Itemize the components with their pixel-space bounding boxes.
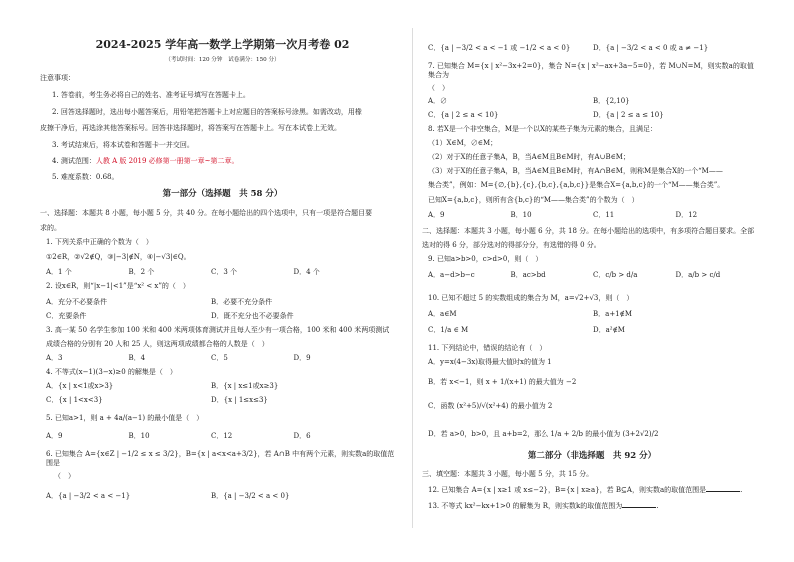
q3-stem-b: 成绩合格的分别有 20 人和 25 人，则这两项成绩都合格的人数是（ ） bbox=[46, 340, 269, 348]
q6-paren: （ ） bbox=[54, 472, 75, 480]
q6-option-c: C．{a | −3/2 < a < −1 或 −1/2 < a < 0} bbox=[428, 44, 571, 52]
q6-options-row2 bbox=[428, 44, 758, 53]
q13-text: 13. 不等式 kx²−kx+1>0 的解集为 R，则实数k的取值范围为 bbox=[428, 502, 623, 510]
q12-text: 12. 已知集合 A={x | x≥1 或 x≤−2}，B={x | x≥a}，若 B⊆A，则实数a的取值范围是 bbox=[428, 486, 707, 494]
q11-option-b: B．若 x<−1，则 x + 1/(x+1) 的最大值为 −2 bbox=[428, 378, 577, 386]
part3-heading: 第二部分（非选择题 共 92 分） bbox=[527, 451, 657, 461]
q6-option-b: B．{a | −3/2 < a < 0} bbox=[211, 492, 290, 500]
q4-option-b: B．{x | x≤1或x≥3} bbox=[211, 382, 279, 390]
q8-option-a: A．9 bbox=[428, 211, 445, 219]
part1-intro-b: 求的。 bbox=[40, 224, 61, 232]
q13: 13. 不等式 kx²−kx+1>0 的解集为 R，则实数k的取值范围为 . bbox=[428, 502, 659, 510]
q11-option-a: A．y=x(4−3x)取得最大值时x的值为 1 bbox=[428, 358, 552, 366]
q7-option-c: C．{a | 2 ≤ a < 10} bbox=[428, 111, 499, 119]
q8-line-3: （2）对于X的任意子集A，B，当A∈M且B∈M时，有A∪B∈M； bbox=[428, 153, 630, 161]
q7-stem-a: 7. 已知集合 M={x | x²−3x+2=0}，集合 N={x | x²−ax+3a−5=0}，若 M∪N=M，则实数a的取值集合为 bbox=[428, 62, 754, 79]
q10-option-b: B．a+1∉M bbox=[593, 310, 632, 318]
q4-stem: 4. 不等式(x−1)(3−x)≥0 的解集是（ ） bbox=[46, 368, 177, 376]
q11-option-c: C．函数 (x²+5)/√(x²+4) 的最小值为 2 bbox=[428, 402, 553, 410]
q11-option-d: D．若 a>0，b>0，且 a+b=2，那么 1/a + 2/b 的最小值为 (3+2√2)/2 bbox=[428, 430, 659, 438]
part1-intro-a: 一、选择题：本题共 8 小题，每小题 5 分，共 40 分。在每小题给出的四个选项中，只有一项是符合题目要 bbox=[40, 209, 373, 217]
q7-options-row1 bbox=[428, 97, 758, 106]
column-divider bbox=[412, 28, 413, 528]
q9-option-d: D．a/b > c/d bbox=[675, 271, 721, 279]
q5-option-d: D．6 bbox=[293, 432, 311, 440]
q6-stem: 6. 已知集合 A={x∈Z | −1/2 ≤ x ≤ 3/2}，B={x | a<x<a+3/2}，若 A∩B 中有两个元素，则实数a的取值范围是 bbox=[46, 450, 395, 467]
notes-heading: 注意事项： bbox=[40, 74, 75, 82]
q3-option-d: D．9 bbox=[293, 354, 311, 362]
q2-stem: 2. 设x∈R，则“|x−1|<1”是“x² < x”的（ ） bbox=[46, 282, 190, 290]
q3-options bbox=[46, 354, 376, 363]
q10-options-row1 bbox=[428, 310, 758, 319]
q7-option-d: D．{a | 2 ≤ a ≤ 10} bbox=[593, 111, 664, 119]
note-4-prefix: 4. 测试范围： bbox=[52, 157, 96, 165]
q9-stem: 9. 已知a>b>0，c>d>0，则（ ） bbox=[428, 255, 543, 263]
q6-option-d: D．{a | −3/2 < a < 0 或 a ≠ −1} bbox=[593, 44, 709, 52]
note-2a: 2. 回答选择题时，选出每小题答案后，用铅笔把答题卡上对应题目的答案标号涂黑。如需改动，用橡 bbox=[52, 108, 362, 116]
q2-option-a: A．充分不必要条件 bbox=[46, 298, 108, 306]
q1-option-c: C．3 个 bbox=[211, 268, 238, 276]
note-3: 3. 考试结束后，将本试卷和答题卡一并交回。 bbox=[52, 141, 194, 149]
q3-option-c: C．5 bbox=[211, 354, 228, 362]
q10-option-a: A．a∈M bbox=[428, 310, 457, 318]
q6-option-a: A．{a | −3/2 < a < −1} bbox=[46, 492, 131, 500]
note-1: 1. 答卷前，考生务必将自己的姓名、准考证号填写在答题卡上。 bbox=[52, 91, 250, 99]
q3-option-b: B．4 bbox=[128, 354, 146, 362]
q4-options-row1 bbox=[46, 382, 376, 391]
q1-option-a: A．1 个 bbox=[46, 268, 72, 276]
q12-answer-blank[interactable] bbox=[706, 485, 740, 492]
q1-option-b: B．2 个 bbox=[128, 268, 155, 276]
part3-intro: 三、填空题：本题共 3 小题，每小题 5 分，共 15 分。 bbox=[422, 470, 594, 478]
note-4-scope: 人教 A 版 2019 必修第一册第一章~第二章。 bbox=[95, 157, 239, 165]
note-4 bbox=[52, 157, 239, 166]
q3-stem-a: 3. 高一某 50 名学生参加 100 米和 400 米两项体育测试并且每人至少有一项合格，100 米和 400 米两项测试 bbox=[46, 326, 390, 334]
note-2b: 皮擦干净后，再选涂其他答案标号。回答非选择题时，将答案写在答题卡上。写在本试卷上无效。 bbox=[40, 124, 341, 132]
q1-option-d: D．4 个 bbox=[293, 268, 320, 276]
q8-line-2: （1）X∈M，∅∈M； bbox=[428, 139, 498, 147]
q2-option-b: B．必要不充分条件 bbox=[211, 298, 273, 306]
q10-option-c: C．1/a ∈ M bbox=[428, 326, 469, 334]
q5-option-c: C．12 bbox=[211, 432, 233, 440]
part2-intro-a: 二、选择题：本题共 3 小题，每小题 6 分，共 18 分。在每小题给出的选项中，有多项符合题目要求。全部 bbox=[422, 227, 755, 235]
q9-option-c: C．c/b > d/a bbox=[593, 271, 638, 279]
part1-heading: 第一部分（选择题 共 58 分） bbox=[162, 189, 283, 199]
q4-options-row2 bbox=[46, 396, 376, 405]
q3-option-a: A．3 bbox=[46, 354, 63, 362]
q4-option-d: D．{x | 1≤x≤3} bbox=[211, 396, 268, 404]
q8-line-1: 8. 若X是一个非空集合，M是一个以X的某些子集为元素的集合，且满足： bbox=[428, 125, 658, 133]
q8-line-4: （3）对于X的任意子集A，B，当A∈M且B∈M时，有A∩B∈M，则称M是集合X的一个“M—— bbox=[428, 167, 723, 175]
q7-stem-b: （ ） bbox=[428, 84, 449, 92]
q5-option-a: A．9 bbox=[46, 432, 63, 440]
q13-answer-blank[interactable] bbox=[622, 501, 656, 508]
q8-option-b: B．10 bbox=[510, 211, 532, 219]
q1-stem: 1. 下列关系中正确的个数为（ ） bbox=[46, 238, 153, 246]
exam-title: 2024-2025 学年高一数学上学期第一次月考卷 02 bbox=[95, 38, 350, 51]
q9-options bbox=[428, 271, 758, 280]
q9-option-b: B．ac>bd bbox=[510, 271, 546, 279]
q9-option-a: A．a−d>b−c bbox=[428, 271, 475, 279]
q5-option-b: B．10 bbox=[128, 432, 150, 440]
q10-stem: 10. 已知不超过 5 的实数组成的集合为 M，a=√2+√3，则（ ） bbox=[428, 294, 634, 302]
q4-option-c: C．{x | 1<x<3} bbox=[46, 396, 103, 404]
q2-option-d: D．既不充分也不必要条件 bbox=[211, 312, 294, 320]
q8-line-5: 集合类”，例如：M={∅,{b},{c},{b,c},{a,b,c}}是集合X={a,b,c}的一个“M——集合类”。 bbox=[428, 181, 725, 189]
note-5: 5. 难度系数：0.68。 bbox=[52, 173, 119, 181]
part2-intro-b: 选对的得 6 分，部分选对的得部分分，有选错的得 0 分。 bbox=[422, 241, 601, 249]
q12: 12. 已知集合 A={x | x≥1 或 x≤−2}，B={x | x≥a}，若 B⊆A，则实数a的取值范围是 . bbox=[428, 486, 743, 494]
q7-options-row2 bbox=[428, 111, 758, 120]
exam-meta: （考试时间：120 分钟 试卷满分：150 分） bbox=[165, 57, 280, 63]
q5-stem: 5. 已知a>1，则 a + 4a/(a−1) 的最小值是（ ） bbox=[46, 414, 204, 422]
q5-options bbox=[46, 432, 376, 441]
q8-option-c: C．11 bbox=[593, 211, 615, 219]
q2-options-row1 bbox=[46, 298, 376, 307]
q8-option-d: D．12 bbox=[675, 211, 698, 219]
q11-stem: 11. 下列结论中，错误的结论有（ ） bbox=[428, 344, 547, 352]
q4-option-a: A．{x | x<1或x>3} bbox=[46, 382, 114, 390]
q8-line-6: 已知X={a,b,c}，则所有含{b,c}的“M——集合类”的个数为（ ） bbox=[428, 196, 639, 204]
q8-options bbox=[428, 211, 758, 220]
q6-options-row1 bbox=[46, 492, 376, 501]
q2-option-c: C．充要条件 bbox=[46, 312, 87, 320]
q7-option-b: B．{2,10} bbox=[593, 97, 630, 105]
q10-options-row2 bbox=[428, 326, 758, 335]
q10-option-d: D．a²∉M bbox=[593, 326, 625, 334]
q2-options-row2 bbox=[46, 312, 376, 321]
q7-option-a: A．∅ bbox=[428, 97, 448, 105]
q1-statements: ①2∈R，②√2∉Q，③|−3|∉N，④|−√3|∈Q。 bbox=[46, 253, 191, 261]
q1-options bbox=[46, 268, 376, 277]
